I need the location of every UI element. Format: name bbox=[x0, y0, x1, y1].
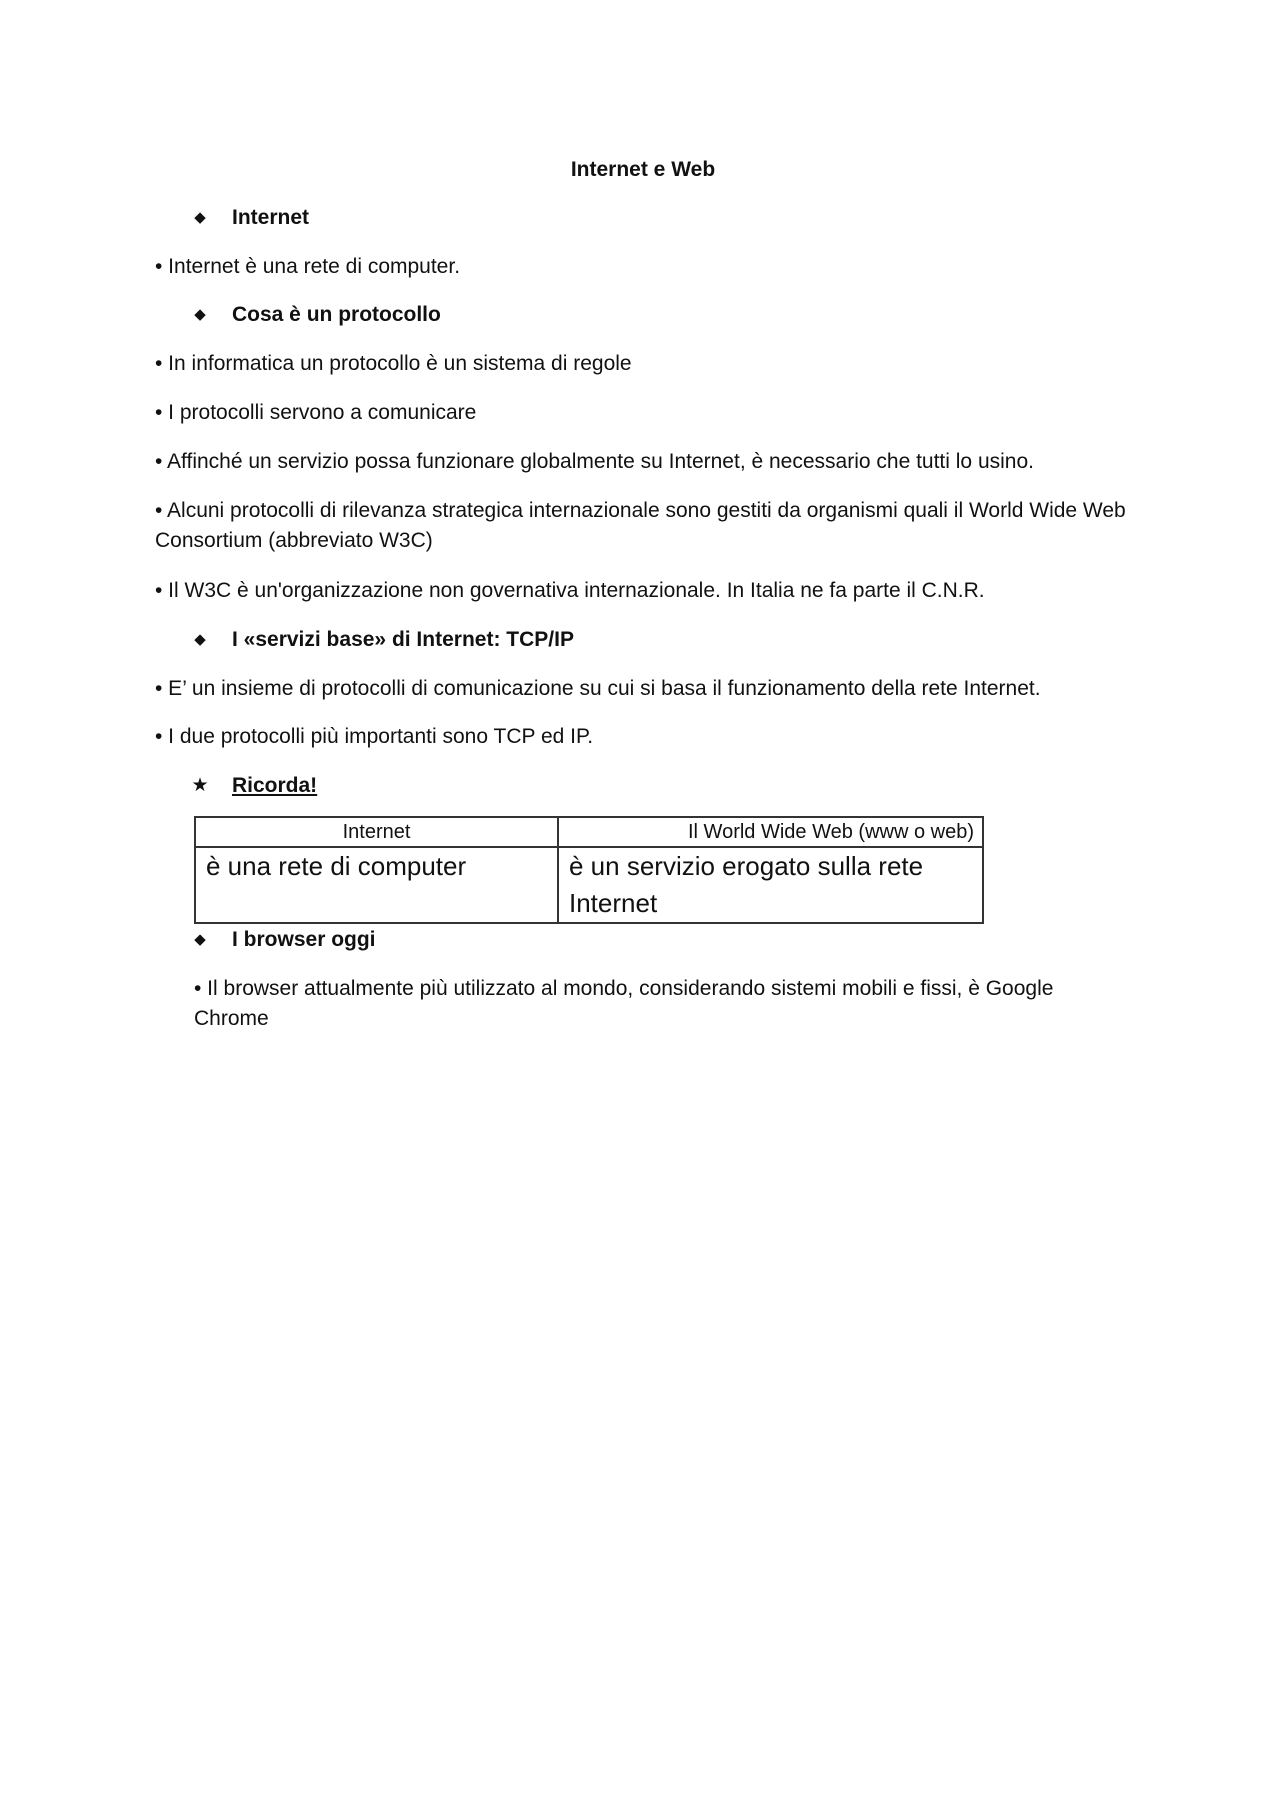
bullet-protocolli-comunicare: • I protocolli servono a comunicare bbox=[155, 401, 477, 424]
diamond-bullet-icon: ◆ bbox=[194, 209, 206, 226]
comparison-table bbox=[194, 816, 984, 924]
bullet-tcp-ip-insieme: • E’ un insieme di protocolli di comunicazione su cui si basa il funzionamento della rete Internet. bbox=[155, 677, 1041, 700]
bullet-w3c-organismi: • Alcuni protocolli di rilevanza strategica internazionale sono gestiti da organismi quali il World Wide Web Consortium (abbreviato W3C) bbox=[155, 499, 1126, 552]
bullet-browser-chrome: • Il browser attualmente più utilizzato al mondo, considerando sistemi mobili e fissi, è Google Chrome bbox=[194, 977, 1054, 1030]
section-heading-protocollo: Cosa è un protocollo bbox=[232, 303, 441, 326]
table-cell-www: è un servizio erogato sulla rete Internet bbox=[558, 847, 983, 923]
diamond-bullet-icon: ◆ bbox=[194, 306, 206, 323]
table-cell-internet: è una rete di computer bbox=[195, 847, 558, 923]
document-title: Internet e Web bbox=[570, 158, 716, 181]
section-heading-internet: Internet bbox=[232, 206, 310, 229]
bullet-w3c-organizzazione: • Il W3C è un'organizzazione non governativa internazionale. In Italia ne fa parte il C.N.R. bbox=[155, 579, 985, 602]
bullet-tcp-ip-protocolli: • I due protocolli più importanti sono TCP ed IP. bbox=[155, 725, 594, 748]
bullet-servizio-globale: • Affinché un servizio possa funzionare globalmente su Internet, è necessario che tutti lo usino. bbox=[155, 450, 1034, 473]
diamond-bullet-icon: ◆ bbox=[194, 931, 206, 948]
section-heading-browser: I browser oggi bbox=[232, 928, 376, 951]
table-row bbox=[195, 847, 983, 923]
table-header-row bbox=[195, 817, 983, 847]
bullet-protocollo-definition: • In informatica un protocollo è un sistema di regole bbox=[155, 352, 632, 375]
section-heading-tcp-ip: I «servizi base» di Internet: TCP/IP bbox=[232, 628, 574, 651]
bullet-internet-definition: • Internet è una rete di computer. bbox=[155, 255, 461, 278]
star-bullet-icon: ★ bbox=[191, 775, 209, 796]
diamond-bullet-icon: ◆ bbox=[194, 631, 206, 648]
table-header-internet: Internet bbox=[195, 817, 558, 847]
table-header-www: Il World Wide Web (www o web) bbox=[558, 817, 983, 847]
section-heading-ricorda: Ricorda! bbox=[232, 774, 318, 797]
